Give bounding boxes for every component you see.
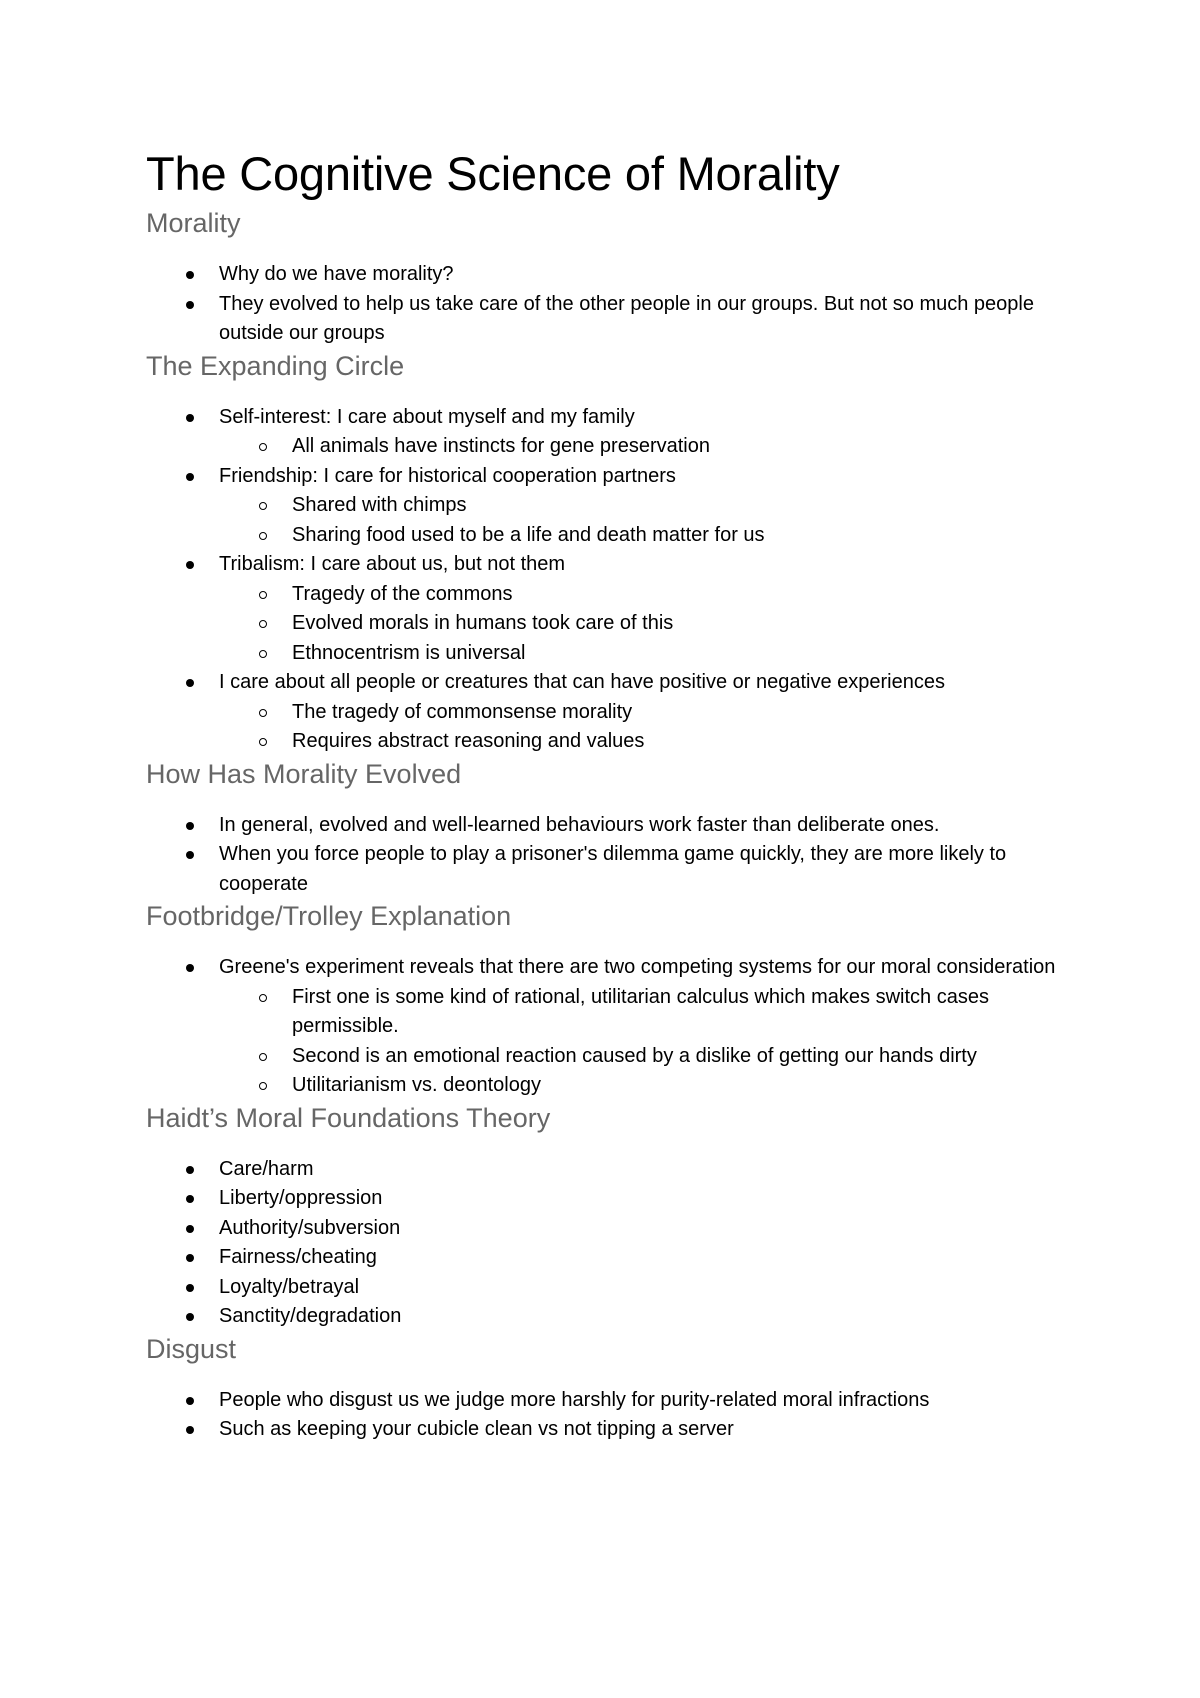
list-item	[146, 1302, 1066, 1332]
bullet-circle-icon	[259, 650, 267, 658]
list-item	[146, 1155, 1066, 1185]
section-heading: The Expanding Circle	[146, 350, 405, 381]
list-item-text: Friendship: I care for historical cooperation partners	[219, 464, 676, 487]
list-item-text: Sharing food used to be a life and death matter for us	[292, 523, 765, 546]
bullet-circle-icon	[259, 709, 267, 717]
list-item-text: Self-interest: I care about myself and my family	[219, 405, 635, 428]
list-item	[146, 668, 1066, 698]
list-item-text: Ethnocentrism is universal	[292, 641, 526, 664]
list-item	[146, 1273, 1066, 1303]
bullet-list	[146, 403, 1066, 757]
bullet-disc-icon	[186, 1254, 194, 1262]
bullet-list	[146, 260, 1066, 349]
list-item-text: Loyalty/betrayal	[219, 1275, 360, 1298]
list-item	[146, 1214, 1066, 1244]
bullet-circle-icon	[259, 532, 267, 540]
section-heading: Footbridge/Trolley Explanation	[146, 901, 512, 931]
list-item-text: Utilitarianism vs. deontology	[292, 1074, 541, 1096]
sub-list-item	[146, 983, 1066, 1042]
list-item-text: Care/harm	[219, 1157, 314, 1180]
section-disgust	[146, 1332, 1066, 1445]
bullet-disc-icon	[186, 271, 194, 279]
bullet-circle-icon	[259, 502, 267, 510]
list-item	[146, 1415, 1066, 1445]
bullet-disc-icon	[186, 822, 194, 830]
list-item	[146, 1184, 1066, 1214]
sections-container	[146, 206, 1066, 1445]
sub-list-item	[146, 639, 1066, 669]
document-content	[146, 146, 1066, 1445]
list-item-text: First one is some kind of rational, utilitarian calculus which makes switch cases permissible.	[292, 985, 989, 1037]
list-item-text: Evolved morals in humans took care of this	[292, 612, 674, 634]
list-item	[146, 1243, 1066, 1273]
section-haidt-s-moral-foundations-theory	[146, 1101, 1066, 1332]
section-morality	[146, 206, 1066, 349]
sub-list-item	[146, 521, 1066, 551]
list-item-text: Such as keeping your cubicle clean vs not tipping a server	[219, 1418, 734, 1440]
bullet-disc-icon	[186, 851, 194, 859]
section-how-has-morality-evolved	[146, 757, 1066, 900]
bullet-disc-icon	[186, 1313, 194, 1321]
bullet-circle-icon	[259, 443, 267, 451]
bullet-disc-icon	[186, 1284, 194, 1292]
section-heading: How Has Morality Evolved	[146, 758, 462, 789]
list-item-text: Fairness/cheating	[219, 1246, 377, 1268]
sub-list-item	[146, 580, 1066, 610]
page-title: The Cognitive Science of Morality	[146, 147, 840, 200]
sub-list-item	[146, 727, 1066, 757]
bullet-circle-icon	[259, 591, 267, 599]
bullet-circle-icon	[259, 1053, 267, 1061]
sub-list-item	[146, 491, 1066, 521]
bullet-circle-icon	[259, 738, 267, 746]
bullet-disc-icon	[186, 1195, 194, 1203]
list-item-text: Tragedy of the commons	[292, 582, 513, 605]
list-item-text: Authority/subversion	[219, 1216, 401, 1239]
bullet-disc-icon	[186, 1426, 194, 1434]
sub-list-item	[146, 609, 1066, 639]
list-item-text: Greene's experiment reveals that there are two competing systems for our moral consideration	[219, 956, 1056, 978]
list-item-text: All animals have instincts for gene preservation	[292, 435, 710, 457]
list-item-text: They evolved to help us take care of the other people in our groups. But not so much people outside our groups	[219, 292, 1034, 344]
bullet-disc-icon	[186, 964, 194, 972]
list-item-text: People who disgust us we judge more harshly for purity-related moral infractions	[219, 1388, 930, 1411]
bullet-list	[146, 1155, 1066, 1332]
sub-list-item	[146, 432, 1066, 462]
sub-list-item	[146, 1042, 1066, 1072]
bullet-disc-icon	[186, 414, 194, 422]
bullet-disc-icon	[186, 561, 194, 569]
list-item	[146, 811, 1066, 841]
list-item-text: Why do we have morality?	[219, 263, 454, 285]
bullet-circle-icon	[259, 1082, 267, 1090]
list-item-text: Liberty/oppression	[219, 1187, 383, 1209]
list-item	[146, 260, 1066, 290]
list-item-text: Shared with chimps	[292, 494, 467, 516]
section-heading: Morality	[146, 208, 241, 238]
bullet-list	[146, 953, 1066, 1101]
section-heading: Haidt’s Moral Foundations Theory	[146, 1102, 551, 1133]
list-item	[146, 1386, 1066, 1416]
list-item	[146, 953, 1066, 983]
bullet-list	[146, 811, 1066, 900]
bullet-list	[146, 1386, 1066, 1445]
section-the-expanding-circle	[146, 349, 1066, 757]
list-item-text: When you force people to play a prisoner's dilemma game quickly, they are more likely to cooperate	[219, 843, 1007, 895]
bullet-circle-icon	[259, 620, 267, 628]
sub-list-item	[146, 1071, 1066, 1101]
bullet-circle-icon	[259, 994, 267, 1002]
list-item-text: The tragedy of commonsense morality	[292, 700, 633, 723]
list-item	[146, 462, 1066, 492]
bullet-disc-icon	[186, 1397, 194, 1405]
list-item	[146, 550, 1066, 580]
list-item-text: In general, evolved and well-learned behaviours work faster than deliberate ones.	[219, 813, 940, 836]
list-item-text: Tribalism: I care about us, but not them	[219, 553, 566, 575]
list-item-text: I care about all people or creatures that can have positive or negative experiences	[219, 671, 945, 693]
list-item	[146, 290, 1066, 349]
list-item-text: Requires abstract reasoning and values	[292, 730, 645, 752]
list-item-text: Sanctity/degradation	[219, 1305, 402, 1327]
list-item	[146, 403, 1066, 433]
bullet-disc-icon	[186, 1225, 194, 1233]
bullet-disc-icon	[186, 679, 194, 687]
bullet-disc-icon	[186, 473, 194, 481]
sub-list-item	[146, 698, 1066, 728]
bullet-disc-icon	[186, 301, 194, 309]
bullet-disc-icon	[186, 1166, 194, 1174]
list-item-text: Second is an emotional reaction caused by a dislike of getting our hands dirty	[292, 1044, 977, 1067]
section-footbridge-trolley-explanation	[146, 899, 1066, 1101]
list-item	[146, 840, 1066, 899]
section-heading: Disgust	[146, 1333, 237, 1364]
